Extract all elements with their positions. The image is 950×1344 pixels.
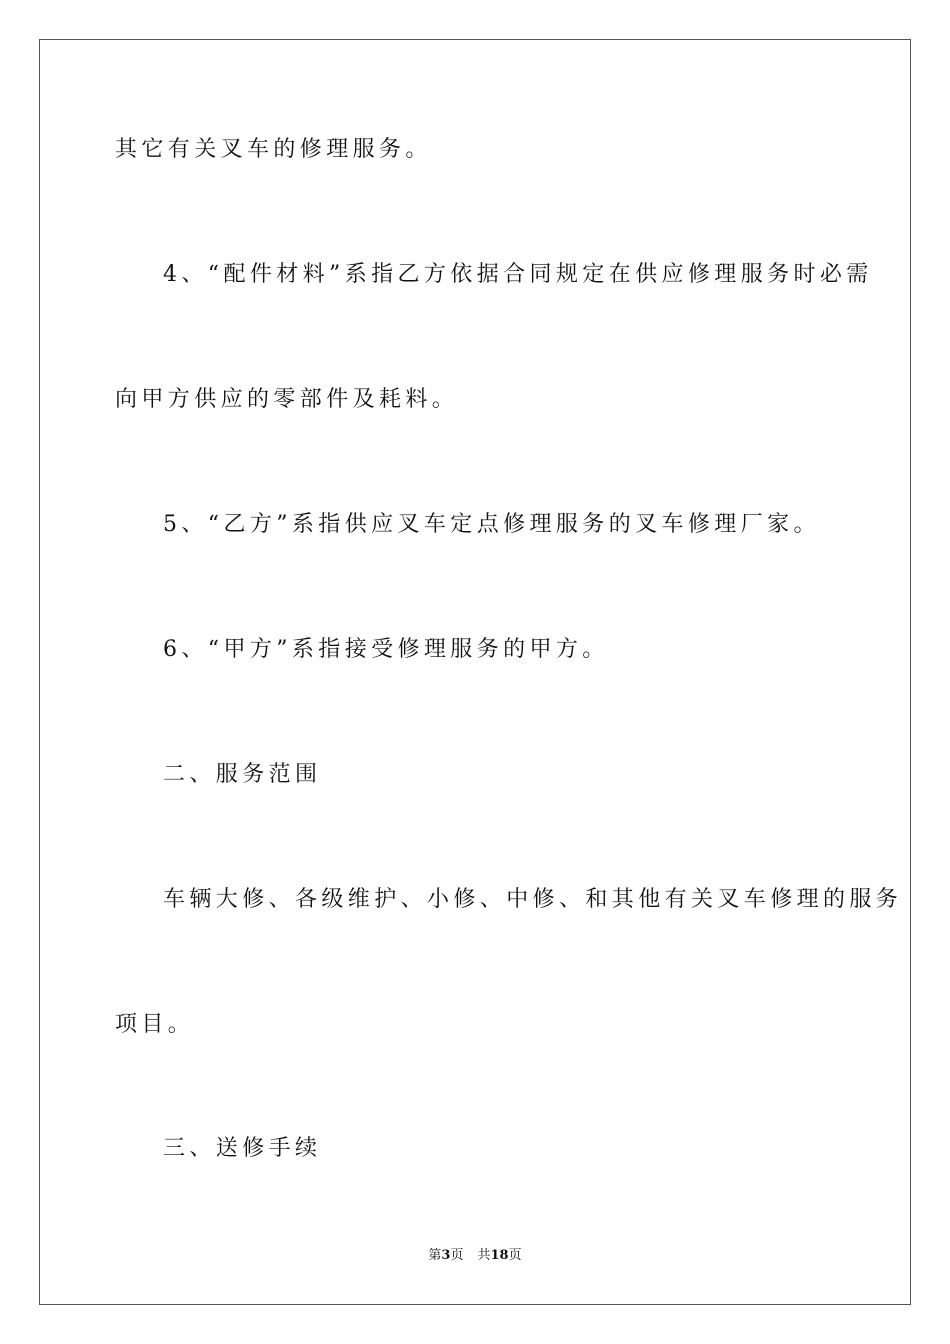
body-line-7: 车辆大修、各级维护、小修、中修、和其他有关叉车修理的服务: [163, 887, 903, 912]
section-heading-repair-procedure: 三、送修手续: [163, 1136, 322, 1161]
page-border: [39, 39, 911, 1305]
body-line-3: 向甲方供应的零部件及耗料。: [115, 387, 459, 412]
body-line-5: 6、“甲方”系指接受修理服务的甲方。: [163, 637, 609, 662]
page-footer: [0, 1248, 950, 1264]
footer-total-pages: 18: [490, 1248, 509, 1263]
section-heading-service-scope: 二、服务范围: [163, 762, 322, 787]
footer-total-suffix: 页: [508, 1248, 522, 1263]
footer-page-prefix: 第: [428, 1248, 442, 1263]
body-line-4: 5、“乙方”系指供应叉车定点修理服务的叉车修理厂家。: [163, 512, 820, 537]
footer-page-suffix: 页: [450, 1248, 464, 1263]
body-line-8: 项目。: [115, 1012, 195, 1037]
body-line-2: 4、“配件材料”系指乙方依据合同规定在供应修理服务时必需: [163, 262, 873, 287]
footer-total-prefix: 共: [477, 1248, 491, 1263]
body-line-1: 其它有关叉车的修理服务。: [115, 137, 432, 162]
footer-page-number: 3: [441, 1248, 451, 1263]
